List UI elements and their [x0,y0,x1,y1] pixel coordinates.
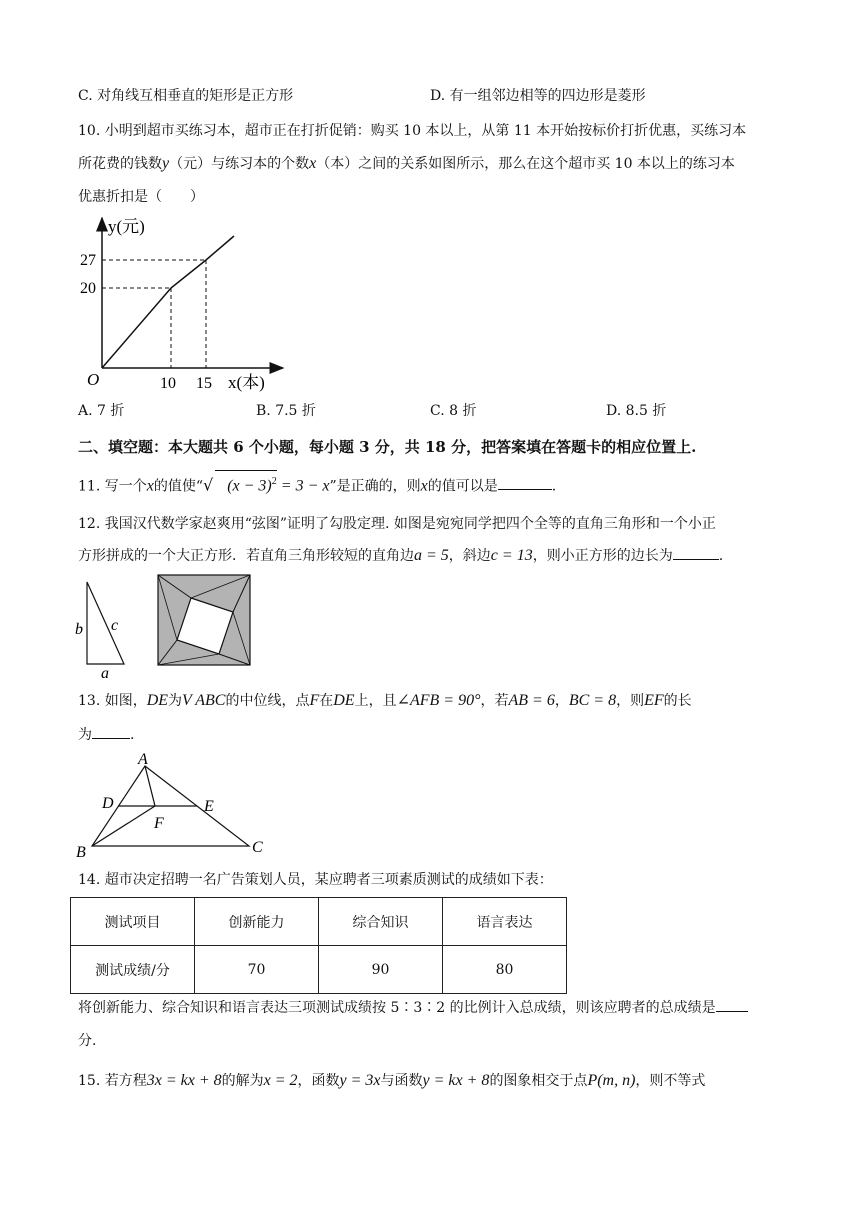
q10-unit-y: （元）与练习本的个数 [169,156,310,172]
q11-line: 11. 写一个x的值使“√ $(x - 3)^2 = 3 - x$”是正确的，则x的值可以是 . [78,470,556,497]
q13-label-d: D [102,795,114,812]
q12-label-c: c [111,617,119,634]
q13-end: . [130,727,135,743]
q13-tri: V ABC [182,692,226,709]
q10-origin: O [87,370,100,389]
q14-line-2-text: 将创新能力、综合知识和语言表达三项测试成绩按 5∶3∶2 的比例计入总成绩，则该应聘者的总成绩是 [78,1000,716,1016]
q10-graph-line [102,236,234,368]
q13-angle: ∠AFB = 90° [396,692,481,709]
q11-var: x [146,477,154,495]
q10-x-label: x(本) [228,373,265,392]
q15-mid4: 的图象相交于点 [489,1073,588,1089]
q11-answer-blank[interactable] [498,475,552,490]
q15-sol: x = 2 [263,1072,298,1089]
table-header-cell: 综合知识 [319,898,443,946]
q12-line-2-b: ，斜边 [448,548,491,564]
q12-end: . [718,548,724,564]
q13-prefix: 13. 如图， [78,693,147,709]
q10-line-1: 10. 小明到超市买练习本，超市正在打折促销：购买 10 本以上，从第 11 本开始按标价打折优惠，买练习本 [78,123,747,139]
table-row [71,898,567,946]
q10-var-y: y [162,155,170,172]
q10-y-tick-20: 20 [80,280,96,297]
q15-prefix: 15. 若方程 [78,1073,147,1089]
q12-answer-blank[interactable] [673,545,719,560]
q11-end: . [551,478,557,495]
q11-mid: 的值使“ [153,478,203,495]
q14-answer-blank[interactable] [716,997,748,1012]
q13-line-2 [78,724,134,746]
q13-ab: AB = 6 [508,692,555,709]
q13-label-f: F [154,815,164,832]
table-header-cell: 创新能力 [195,898,319,946]
q10-var-x: x [309,155,317,172]
q15-suffix: ，则不等式 [635,1073,706,1089]
q15-mid3: 与函数 [380,1073,423,1089]
q13-mid7: 的长 [663,693,692,709]
q10-y-label: y(元) [108,217,145,236]
q15-mid2: ，函数 [297,1073,340,1089]
q12-label-b: b [75,621,83,638]
q13-mid1: 为 [168,693,183,709]
q10-option-b: B. 7.5 折 [256,403,316,419]
q12-cond-c: c = 13 [490,547,533,564]
q11-prefix: 11. 写一个 [78,478,147,495]
q10-option-d: D. 8.5 折 [606,403,667,419]
q15-f2: y = kx + 8 [422,1072,490,1089]
q11-suffix2: 的值可以是 [427,478,498,495]
q13-line-1 [78,690,692,712]
q10-x-tick-15: 15 [196,375,212,392]
q12-zhao-shuang-square [157,574,251,666]
q10-graph [78,210,298,395]
q10-x-tick-10: 10 [160,375,176,392]
q12-cond-a: a = 5 [414,547,449,564]
q10-unit-x: （本）之间的关系如图所示，那么在这个超市买 10 本以上的练习本 [316,156,735,172]
table-cell: 80 [443,946,567,994]
q13-segment-bf [92,806,155,846]
q10-line-3: 优惠折扣是（ ） [78,189,204,205]
q13-line-2-text: 为 [78,727,92,743]
table-cell: 90 [319,946,443,994]
table-cell: 70 [195,946,319,994]
q11-var2: x [420,477,428,495]
q15-f1: y = 3x [339,1072,381,1089]
q13-de: DE [146,692,169,709]
q13-sep: ， [554,693,569,709]
q13-label-c: C [252,839,263,856]
q10-line-2 [78,153,735,175]
q11-suffix1: ”是正确的，则 [329,478,421,495]
q13-bc: BC = 8 [568,692,617,709]
q11-radicand [215,470,277,497]
q12-line-2 [78,545,723,567]
table-cell: 测试成绩/分 [71,946,195,994]
q10-y-tick-27: 27 [80,252,96,269]
q13-mid5: ，若 [480,693,509,709]
q13-ef: EF [644,692,664,709]
table-header-cell: 测试项目 [71,898,195,946]
q13-label-b: B [76,844,86,860]
q13-label-e: E [204,798,214,815]
q9-option-d: D. 有一组邻边相等的四边形是菱形 [430,88,646,104]
q13-label-a: A [138,752,148,768]
q14-line-3: 分. [78,1033,97,1049]
q11-exp: 2 [271,476,277,487]
q13-mid4: 上，且 [354,693,397,709]
section-2-heading: 二、填空题：本大题共 6 个小题，每小题 3 分，共 18 分，把答案填在答题卡的相应位置上. [78,438,697,456]
q15-mid1: 的解为 [221,1073,264,1089]
q13-answer-blank[interactable] [92,724,130,739]
q12-line-2-a: 方形拼成的一个大正方形．若直角三角形较短的直角边 [78,548,414,564]
q14-line-1: 14. 超市决定招聘一名广告策划人员，某应聘者三项素质测试的成绩如下表： [78,872,553,888]
q15-point: P(m, n) [587,1072,636,1089]
q14-score-table [70,897,567,994]
table-header-cell: 语言表达 [443,898,567,946]
q12-line-1: 12. 我国汉代数学家赵爽用“弦图”证明了勾股定理. 如图是宛宛同学把四个全等的直角三角形和一个小正 [78,516,716,532]
table-row [71,946,567,994]
q13-mid6: ，则 [616,693,645,709]
q15-line [78,1070,705,1092]
q12-line-2-c: ，则小正方形的边长为 [532,548,673,564]
q10-option-a: A. 7 折 [78,403,125,419]
q11-radicand-text: (x − 3) [227,477,272,495]
q10-option-c: C. 8 折 [430,403,477,419]
q10-line-2-a: 所花费的钱数 [78,156,162,172]
q15-eq1: 3x = kx + 8 [146,1072,222,1089]
q9-option-c: C. 对角线互相垂直的矩形是正方形 [78,88,294,104]
q13-mid3: 在 [319,693,334,709]
q12-right-triangle [75,578,135,680]
q11-rhs: = 3 − x [276,477,330,495]
q13-f: F [309,692,320,709]
q13-de2: DE [333,692,355,709]
q13-triangle-figure [74,752,274,860]
q12-label-a: a [101,665,109,680]
q14-line-2 [78,997,748,1019]
q13-mid2: 的中位线，点 [225,693,310,709]
